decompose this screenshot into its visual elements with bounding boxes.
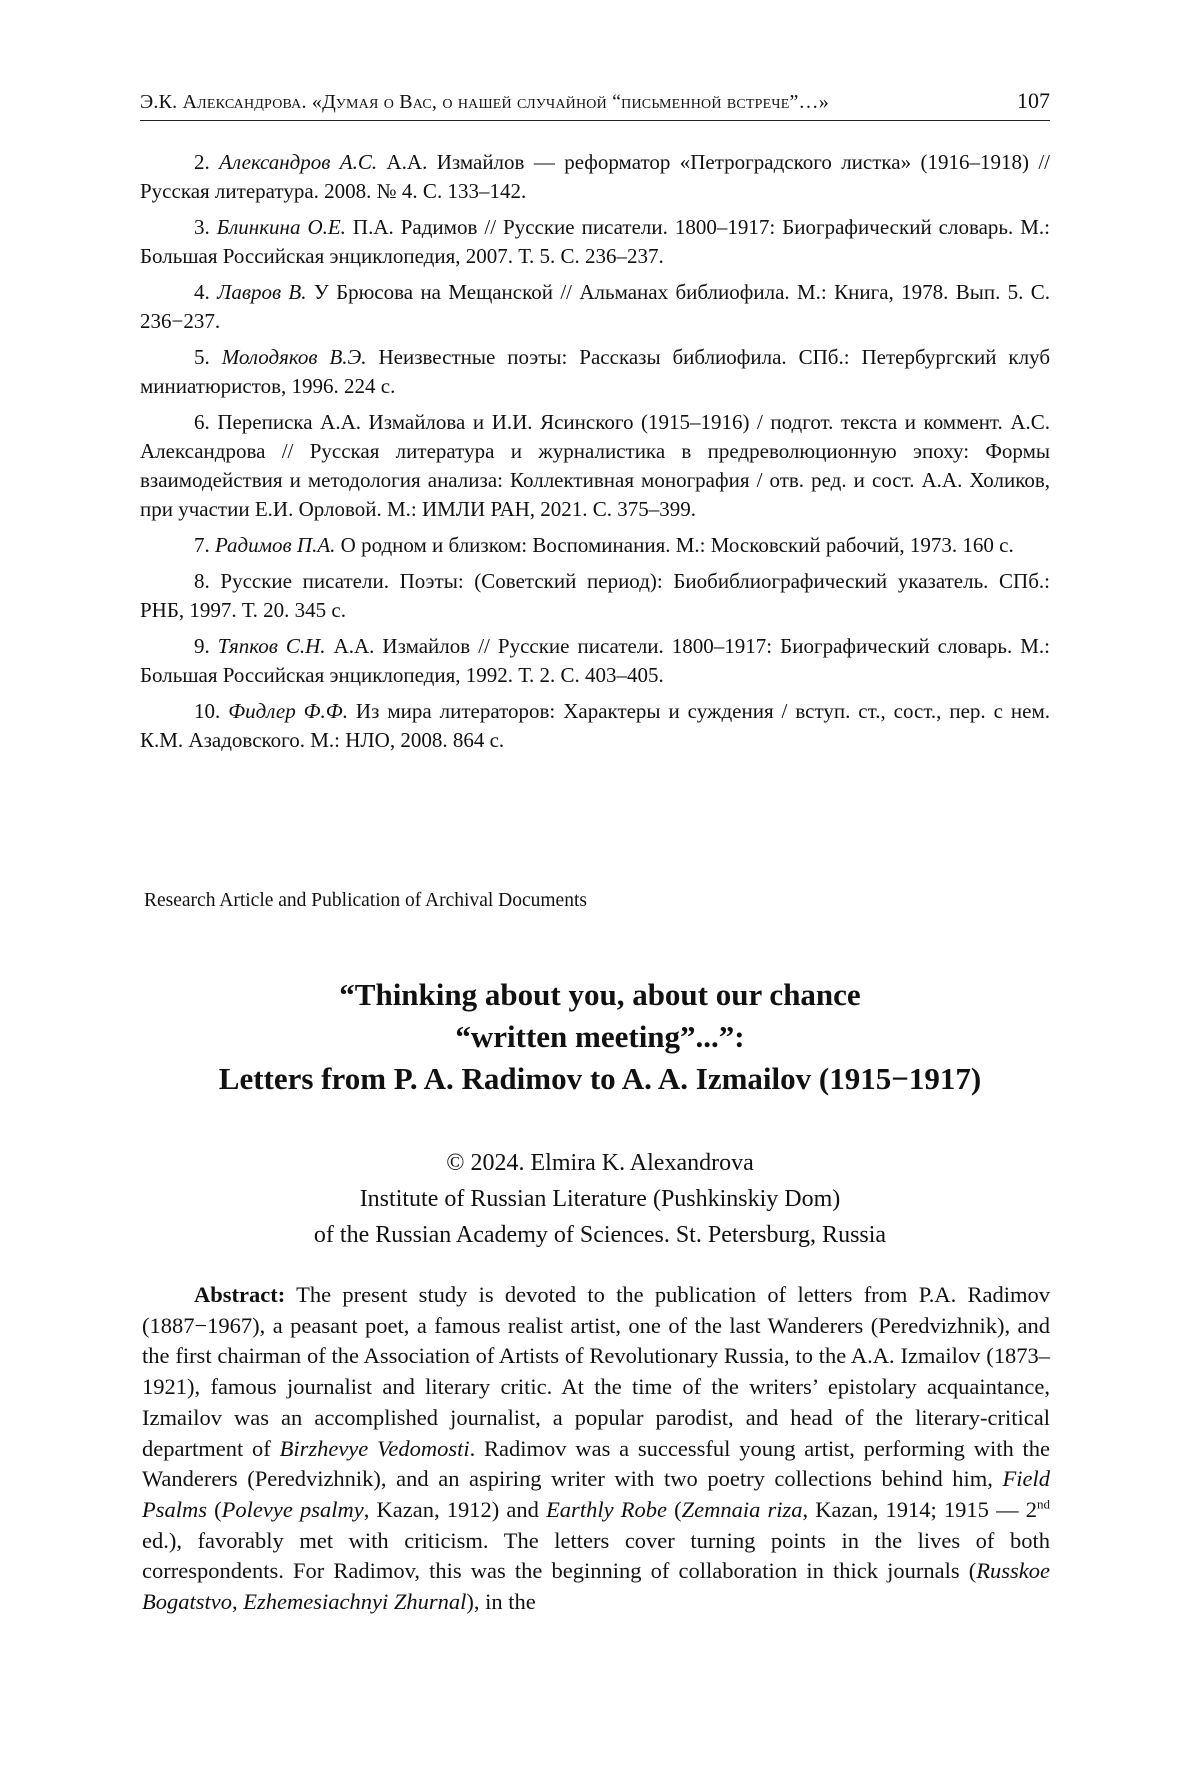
abstract-label: Abstract: — [194, 1282, 286, 1307]
running-title: Э.К. Александрова. «Думая о Вас, о нашей случайной “письменной встрече”…» — [140, 91, 829, 113]
reference-item: 5. Молодяков В.Э. Неизвестные поэты: Рассказы библиофила. СПб.: Петербургский клуб миниатюристов, 1996. 224 с. — [140, 345, 1051, 398]
affiliation-line: Institute of Russian Literature (Pushkinskiy Dom) — [359, 1186, 841, 1212]
section-label: Research Article and Publication of Archival Documents — [144, 890, 587, 911]
reference-author: Александров А.С. — [219, 150, 378, 174]
reference-author: Тяпков С.Н. — [217, 634, 326, 658]
authorship-block — [100, 1145, 1100, 1253]
article-title — [100, 974, 1100, 1100]
reference-item: 7. Радимов П.А. О родном и близком: Воспоминания. М.: Московский рабочий, 1973. 160 с. — [194, 533, 1014, 557]
copyright-author: © 2024. Elmira K. Alexandrova — [446, 1150, 754, 1176]
title-line: “Thinking about you, about our chance — [339, 977, 861, 1012]
reference-item: 10. Фидлер Ф.Ф. Из мира литераторов: Характеры и суждения / вступ. ст., сост., пер. с нем. К.М. Азадовского. М.: НЛО, 2008. 864 с. — [140, 699, 1050, 752]
reference-author: Фидлер Ф.Ф. — [228, 699, 348, 723]
title-line: Letters from P. A. Radimov to A. A. Izmailov (1915−1917) — [218, 1061, 982, 1096]
reference-author: Радимов П.А. — [215, 533, 336, 557]
reference-author: Молодяков В.Э. — [221, 345, 367, 369]
reference-item: 9. Тяпков С.Н. А.А. Измайлов // Русские писатели. 1800–1917: Биографический словарь. М.: Большая Российская энциклопедия, 1992. Т. 2. С. 403–405. — [140, 634, 1051, 687]
reference-item: 4. Лавров В. У Брюсова на Мещанской // Альманах библиофила. М.: Книга, 1978. Вып. 5. С. 236−237. — [140, 280, 1051, 333]
reference-item: 8. Русские писатели. Поэты: (Советский период): Биобиблиографический указатель. СПб.: РНБ, 1997. Т. 20. 345 с. — [140, 569, 1050, 622]
reference-list — [140, 148, 1050, 762]
title-line: “written meeting”...”: — [455, 1019, 745, 1054]
affiliation-line: of the Russian Academy of Sciences. St. Petersburg, Russia — [313, 1222, 887, 1248]
reference-author: Блинкина О.Е. — [216, 215, 346, 239]
page-number: 107 — [1017, 88, 1050, 113]
reference-item: 3. Блинкина О.Е. П.А. Радимов // Русские писатели. 1800–1917: Биографический словарь. М.: Большая Российская энциклопедия, 2007. Т. 5. С. 236–237. — [140, 215, 1051, 268]
running-header — [140, 88, 1050, 121]
reference-item: 6. Переписка А.А. Измайлова и И.И. Ясинского (1915–1916) / подгот. текста и коммент. А.С. Александрова // Русская литература и журналистика в предреволюционную эпоху: Формы взаимодействия и методология анализа: Коллективная монография / отв. ред. и сост. А.А. Холиков, при участии Е.И. Орловой. М.: ИМЛИ РАН, 2021. С. 375–399. — [140, 410, 1051, 521]
reference-author: Лавров В. — [217, 280, 307, 304]
abstract-paragraph: Abstract: The present study is devoted to the publication of letters from P.A. Radimov (1887−1967), a peasant poet, a famous realist artist, one of the last Wanderers (Peredvizhnik), and the first chairman of the Association of Artists of Revolutionary Russia, to the A.A. Izmailov (1873–1921), famous journalist and literary critic. At the time of the writers’ epistolary acquaintance, Izmailov was an accomplished journalist, a popular parodist, and head of the literary-critical department of Birzhevye Vedomosti. Radimov was a successful young artist, performing with the Wanderers (Peredvizhnik), and an aspiring writer with two poetry collections behind him, Field Psalms (Polevye psalmy, Kazan, 1912) and Earthly Robe (Zemnaia riza, Kazan, 1914; 1915 — 2nd ed.), favorably met with criticism. The letters cover turning points in the lives of both correspondents. For Radimov, this was the beginning of collaboration in thick journals (Russkoe Bogatstvo, Ezhemesiachnyi Zhurnal), in the — [142, 1282, 1051, 1615]
reference-item: 2. Александров А.С. А.А. Измайлов — реформатор «Петроградского листка» (1916–1918) // Русская литература. 2008. № 4. С. 133–142. — [140, 150, 1051, 203]
